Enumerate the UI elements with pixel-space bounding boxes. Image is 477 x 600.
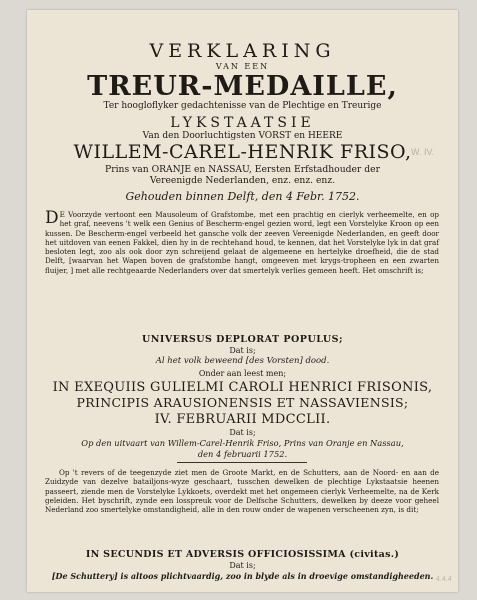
- title-verklaring: VERKLARING: [149, 40, 336, 62]
- onder-line: Onder aan leest men;: [198, 369, 287, 378]
- translation-2a: Op den uitvaart van Willem-Carel-Henrik Friso, Prins van Oranje en Nassau,: [81, 438, 404, 448]
- divider-rule: [177, 462, 307, 463]
- date-line: Gehouden binnen Delft, den 4 Febr. 1752.: [125, 190, 360, 203]
- dat-is-3: Dat is;: [229, 561, 256, 570]
- document-sheet: [27, 10, 458, 592]
- paragraph-obverse: [45, 210, 439, 275]
- translation-3: [De Schuttery] is altoos plichtvaardig, zoo in blyde als in droevige omstandigheeden.: [51, 571, 434, 581]
- translation-1: Al het volk beweend [des Vorsten] dood.: [155, 356, 330, 366]
- prince-name: WILLEM-CAREL-HENRIK FRISO,: [73, 141, 412, 163]
- latin-inscription-3: PRINCIPIS ARAUSIONENSIS ET NASSAVIENSIS;: [76, 395, 409, 410]
- margin-note: W. IV.: [411, 147, 435, 157]
- subtitle: Ter hoogloflyker gedachtenisse van de Plechtige en Treurige: [103, 101, 382, 111]
- event-word: LYKSTAATSIE: [170, 115, 315, 131]
- dat-is-2: Dat is;: [229, 428, 256, 437]
- latin-inscription-2: IN EXEQUIIS GULIELMI CAROLI HENRICI FRISONIS,: [52, 380, 433, 395]
- latin-inscription-5: IN SECUNDIS ET ADVERSIS OFFICIOSISSIMA (civitas.): [85, 549, 400, 560]
- drop-cap: D: [45, 208, 59, 228]
- dat-is-1: Dat is;: [229, 346, 256, 355]
- prince-title-line2: Vereenigde Nederlanden, enz. enz. enz.: [149, 175, 336, 186]
- latin-inscription-1: UNIVERSUS DEPLORAT POPULUS;: [141, 334, 344, 345]
- title-treur-medaille: TREUR-MEDAILLE,: [87, 71, 398, 102]
- paragraph-reverse: Op 't revers of de teegenzyde ziet men de Groote Markt, en de Schutters, aan de Noord- en aan de Zuidzyde van dezelve batailjons-wyze geschaart, tusschen dewelken de plechtige Lykstaatsie heenen passeert, ziende men de Vorstelyke Lykkoets, overdekt met het ongemeen cierlyk Verheemelte, na de Kerk geleiden. Het byschrift, zynde een losspreuk voor de Delfsche Schutters, dewelken by deeze voor geheel Nederland zoo smertelyke omstandigheid, alle in den rouw onder de wapenen verscheenen zyn, is dit;: [45, 468, 439, 515]
- paragraph-obverse-text: E Voorzyde vertoont een Mausoleum of Grafstombe, met een prachtig en cierlyk verheemelte, en op het graf, neevens 't welk een Genius of Bescherm-engel gezien word, legt een Vorstelyke Kroon op een kussen. De Bescherm-engel verbeeld het gansche volk der zeeven Vereenigde Nederlanden, en geeft door het uitdoven van eenen Fakkel, dien hy in de rechtehand houd, te kennen, dat het Vorstelyke lyk in dat graf besloten legt, zoo als ook door zyn schreijend gelaat de algemeene en hertelyke droefheid, die de stad Delft, [waarvan het Wapen boven de grafstombe hangt, omgeeven met krygs-tropheen en een zwarten fluijer, ] met alle rechtgeaarde Nederlanders over dat smertelyk verlies gemeen heeft. Het omschrift is;: [45, 210, 439, 275]
- latin-inscription-4: IV. FEBRUARII MDCCLII.: [154, 412, 331, 427]
- title-van-een: VAN EEN: [215, 62, 270, 71]
- prince-intro: Van den Doorluchtigsten VORST en HEERE: [142, 131, 343, 141]
- prince-title-line1: Prins van ORANJE en NASSAU, Eersten Erfstadhouder der: [105, 164, 380, 175]
- corner-stamp: 4.4.4: [436, 576, 452, 583]
- translation-2b: den 4 februarii 1752.: [197, 449, 288, 459]
